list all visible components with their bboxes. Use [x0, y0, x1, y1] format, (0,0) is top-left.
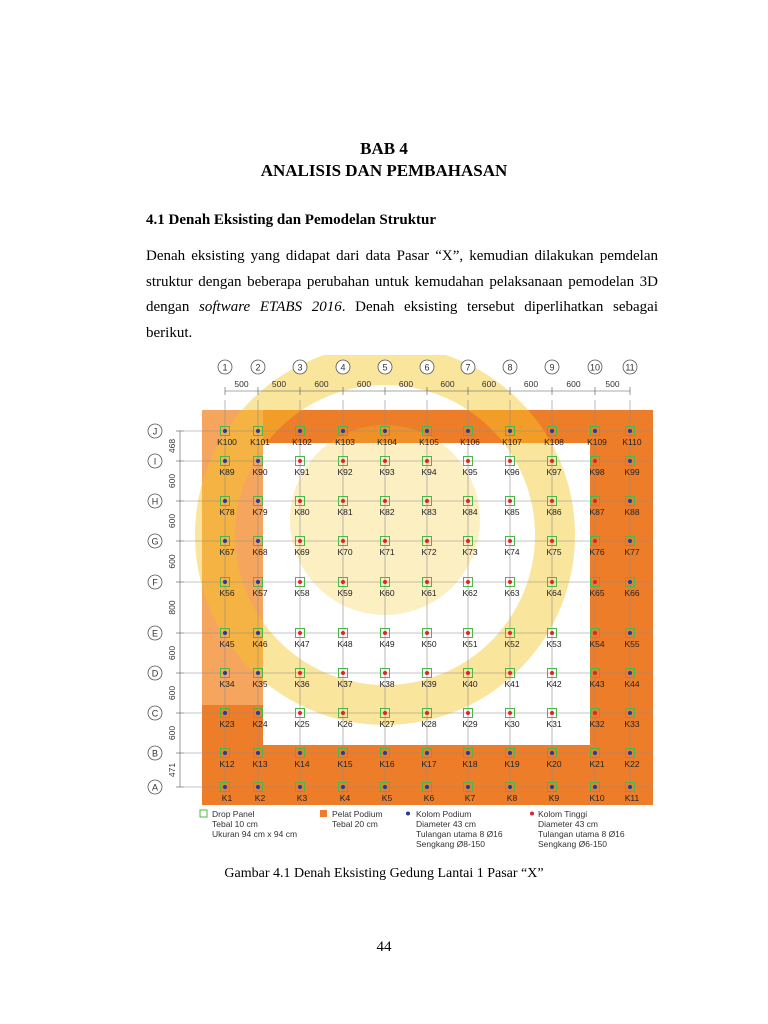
column-label: K20	[546, 759, 562, 769]
kolom-podium	[223, 580, 227, 584]
column-label: K62	[462, 588, 478, 598]
legend-kolom-tinggi-text: Sengkang Ø6-150	[538, 839, 607, 849]
chapter-heading	[0, 138, 768, 182]
kolom-podium	[628, 711, 632, 715]
column-label: K109	[587, 437, 607, 447]
column-label: K4	[339, 793, 351, 803]
column-label: K67	[219, 547, 235, 557]
kolom-tinggi	[425, 580, 429, 584]
column-label: K60	[379, 588, 395, 598]
legend-kolom-tinggi-text: Kolom Tinggi	[538, 809, 588, 819]
kolom-podium	[256, 459, 260, 463]
column-label: K45	[219, 639, 235, 649]
column-label: K54	[589, 639, 605, 649]
column-label: K94	[421, 467, 437, 477]
kolom-tinggi	[425, 459, 429, 463]
grid-label-row: G	[151, 536, 159, 547]
kolom-tinggi	[550, 499, 554, 503]
floor-plan-figure	[140, 355, 670, 865]
column-label: K63	[504, 588, 520, 598]
legend-pelat-podium-text: Tebal 20 cm	[332, 819, 378, 829]
kolom-podium	[223, 785, 227, 789]
kolom-podium	[223, 539, 227, 543]
kolom-podium	[256, 580, 260, 584]
dimension-label-top: 600	[440, 379, 455, 389]
column-label: K102	[292, 437, 312, 447]
kolom-podium	[550, 785, 554, 789]
kolom-podium	[341, 429, 345, 433]
kolom-tinggi	[508, 711, 512, 715]
dimension-label-left: 468	[167, 438, 177, 454]
kolom-podium	[628, 429, 632, 433]
kolom-podium	[256, 499, 260, 503]
column-label: K1	[221, 793, 233, 803]
kolom-tinggi	[341, 671, 345, 675]
column-label: K53	[546, 639, 562, 649]
dimension-label-left: 600	[167, 645, 177, 661]
legend-drop-panel-text: Ukuran 94 cm x 94 cm	[212, 829, 298, 839]
legend-kolom-podium-text: Sengkang Ø8-150	[416, 839, 485, 849]
dimension-label-top: 600	[566, 379, 581, 389]
kolom-tinggi	[550, 459, 554, 463]
kolom-tinggi	[550, 580, 554, 584]
dimension-label-left: 600	[167, 685, 177, 701]
kolom-tinggi	[341, 459, 345, 463]
kolom-podium	[298, 751, 302, 755]
dimension-label-top: 600	[314, 379, 329, 389]
column-label: K73	[462, 547, 478, 557]
legend-kolom-podium-text: Kolom Podium	[416, 809, 472, 819]
kolom-tinggi	[508, 671, 512, 675]
kolom-podium	[593, 751, 597, 755]
kolom-podium	[298, 785, 302, 789]
column-label: K8	[506, 793, 518, 803]
column-label: K91	[294, 467, 310, 477]
kolom-podium	[425, 429, 429, 433]
kolom-tinggi	[341, 711, 345, 715]
grid-label-row: H	[151, 496, 159, 507]
kolom-tinggi	[298, 631, 302, 635]
kolom-podium	[341, 785, 345, 789]
kolom-tinggi	[341, 631, 345, 635]
dimension-label-top: 600	[523, 379, 539, 389]
column-label: K3	[296, 793, 308, 803]
kolom-tinggi	[466, 580, 470, 584]
column-label: K68	[252, 547, 268, 557]
kolom-tinggi	[508, 459, 512, 463]
dimension-label-left: 800	[167, 600, 177, 615]
kolom-tinggi	[425, 671, 429, 675]
column-label: K10	[589, 793, 605, 803]
kolom-podium	[508, 429, 512, 433]
column-label: K28	[421, 719, 437, 729]
kolom-tinggi	[298, 459, 302, 463]
column-label: K43	[589, 679, 605, 689]
grid-label-col: 6	[424, 362, 430, 373]
column-label: K72	[421, 547, 437, 557]
grid-label-row: E	[151, 628, 159, 639]
column-label: K12	[219, 759, 235, 769]
column-label: K108	[544, 437, 564, 447]
legend-pelat-podium-swatch	[320, 810, 327, 817]
kolom-tinggi	[425, 499, 429, 503]
column-label: K75	[546, 547, 562, 557]
column-label: K14	[294, 759, 310, 769]
kolom-podium	[466, 429, 470, 433]
kolom-tinggi	[298, 580, 302, 584]
column-label: K57	[252, 588, 268, 598]
column-label: K71	[379, 547, 395, 557]
column-label: K44	[624, 679, 640, 689]
kolom-podium	[223, 459, 227, 463]
kolom-podium	[628, 499, 632, 503]
section-title: 4.1 Denah Eksisting dan Pemodelan Struktur	[146, 212, 437, 228]
column-label: K40	[462, 679, 478, 689]
legend-pelat-podium-text: Pelat Podium	[332, 809, 383, 819]
column-label: K101	[250, 437, 270, 447]
column-label: K65	[589, 588, 605, 598]
dimension-label-top: 500	[271, 379, 287, 389]
kolom-podium	[466, 751, 470, 755]
column-label: K64	[546, 588, 562, 598]
kolom-tinggi	[466, 631, 470, 635]
kolom-tinggi	[593, 539, 597, 543]
dimension-label-left: 600	[167, 554, 177, 569]
grid-label-col: 4	[340, 362, 346, 373]
column-label: K88	[624, 507, 640, 517]
kolom-tinggi	[466, 459, 470, 463]
kolom-tinggi	[508, 631, 512, 635]
column-label: K69	[294, 547, 310, 557]
body-paragraph	[146, 244, 658, 346]
kolom-tinggi	[550, 539, 554, 543]
column-label: K26	[337, 719, 353, 729]
legend-kolom-tinggi-text: Tulangan utama 8 Ø16	[538, 829, 625, 839]
column-label: K80	[294, 507, 310, 517]
paragraph-text-1: Denah eksisting yang didapat dari data Pasar “X”, kemudian dilakukan pemdelan struktur dengan beberapa perubahan untuk kemudahan pelaksanaan pemodelan 3D dengan	[146, 248, 658, 315]
column-label: K46	[252, 639, 268, 649]
column-label: K33	[624, 719, 640, 729]
grid-label-col: 7	[465, 362, 471, 373]
grid-label-col: 1	[222, 362, 228, 373]
column-label: K9	[548, 793, 560, 803]
column-label: K38	[379, 679, 395, 689]
dimension-label-left: 471	[167, 762, 177, 778]
kolom-podium	[628, 631, 632, 635]
kolom-podium	[256, 631, 260, 635]
kolom-tinggi	[550, 711, 554, 715]
kolom-podium	[550, 751, 554, 755]
column-label: K34	[219, 679, 235, 689]
dimension-label-left: 600	[167, 725, 177, 741]
column-label: K52	[504, 639, 520, 649]
kolom-tinggi	[425, 631, 429, 635]
kolom-tinggi	[425, 539, 429, 543]
kolom-tinggi	[508, 580, 512, 584]
kolom-podium	[383, 751, 387, 755]
column-label: K85	[504, 507, 520, 517]
dimension-label-top: 600	[398, 379, 414, 389]
column-label: K37	[337, 679, 353, 689]
kolom-podium	[508, 785, 512, 789]
kolom-tinggi	[383, 631, 387, 635]
column-label: K25	[294, 719, 310, 729]
grid-label-col: 5	[382, 362, 388, 373]
legend-drop-panel-swatch	[200, 810, 207, 817]
kolom-tinggi	[466, 539, 470, 543]
kolom-tinggi	[383, 499, 387, 503]
column-label: K103	[335, 437, 355, 447]
column-label: K104	[377, 437, 397, 447]
column-label: K51	[462, 639, 478, 649]
dimension-label-left: 600	[167, 513, 177, 529]
kolom-tinggi	[383, 539, 387, 543]
kolom-podium	[628, 539, 632, 543]
kolom-tinggi	[508, 499, 512, 503]
column-label: K42	[546, 679, 562, 689]
kolom-tinggi	[383, 711, 387, 715]
column-label: K84	[462, 507, 478, 517]
kolom-podium	[298, 429, 302, 433]
column-label: K24	[252, 719, 268, 729]
kolom-podium	[628, 751, 632, 755]
kolom-podium	[223, 751, 227, 755]
column-label: K18	[462, 759, 478, 769]
grid-label-row: F	[152, 577, 158, 588]
column-label: K86	[546, 507, 562, 517]
kolom-tinggi	[593, 580, 597, 584]
kolom-podium	[256, 711, 260, 715]
column-label: K74	[504, 547, 520, 557]
legend-kolom-podium-text: Diameter 43 cm	[416, 819, 476, 829]
kolom-tinggi	[298, 671, 302, 675]
kolom-podium	[223, 429, 227, 433]
column-label: K22	[624, 759, 640, 769]
dimension-label-top: 600	[481, 379, 497, 389]
figure-caption: Gambar 4.1 Denah Eksisting Gedung Lantai 1 Pasar “X”	[224, 866, 544, 881]
grid-label-row: A	[151, 782, 159, 793]
column-label: K6	[423, 793, 435, 803]
kolom-tinggi	[298, 711, 302, 715]
grid-label-row: C	[151, 708, 159, 719]
column-label: K27	[379, 719, 395, 729]
kolom-tinggi	[341, 539, 345, 543]
chapter-number: BAB 4	[360, 139, 408, 158]
kolom-tinggi	[466, 499, 470, 503]
column-label: K79	[252, 507, 268, 517]
paragraph-italic: software ETABS 2016	[199, 299, 342, 315]
column-label: K97	[546, 467, 562, 477]
column-label: K106	[460, 437, 480, 447]
column-label: K36	[294, 679, 310, 689]
kolom-tinggi	[550, 631, 554, 635]
column-label: K76	[589, 547, 605, 557]
kolom-tinggi	[593, 499, 597, 503]
chapter-title: ANALISIS DAN PEMBAHASAN	[260, 161, 508, 180]
kolom-tinggi	[383, 459, 387, 463]
legend-kolom-tinggi-text: Diameter 43 cm	[538, 819, 598, 829]
kolom-tinggi	[425, 711, 429, 715]
grid-label-col: 10	[589, 362, 601, 373]
kolom-podium	[508, 751, 512, 755]
kolom-podium	[256, 539, 260, 543]
column-label: K41	[504, 679, 520, 689]
column-label: K78	[219, 507, 235, 517]
kolom-podium	[223, 631, 227, 635]
grid-label-col: 11	[625, 362, 635, 373]
column-label: K82	[379, 507, 395, 517]
column-label: K5	[381, 793, 393, 803]
grid-label-row: B	[151, 748, 159, 759]
column-label: K66	[624, 588, 640, 598]
kolom-tinggi	[593, 711, 597, 715]
column-label: K105	[419, 437, 439, 447]
column-label: K100	[217, 437, 237, 447]
kolom-tinggi	[298, 499, 302, 503]
kolom-tinggi	[383, 671, 387, 675]
legend-kolom-podium-dot	[406, 812, 410, 816]
column-label: K29	[462, 719, 478, 729]
column-label: K39	[421, 679, 437, 689]
kolom-podium	[593, 785, 597, 789]
kolom-podium	[256, 751, 260, 755]
kolom-podium	[628, 671, 632, 675]
paragraph-text-2: . Denah eksisting tersebut diperlihatkan sebagai berikut.	[146, 299, 658, 341]
legend-kolom-podium-text: Tulangan utama 8 Ø16	[416, 829, 503, 839]
column-label: K61	[421, 588, 437, 598]
grid-label-row: J	[152, 426, 158, 437]
column-label: K110	[622, 437, 642, 447]
column-label: K59	[337, 588, 353, 598]
kolom-podium	[628, 580, 632, 584]
dimension-label-left: 600	[167, 473, 177, 489]
column-label: K77	[624, 547, 640, 557]
kolom-podium	[223, 499, 227, 503]
dimension-label-top: 500	[234, 379, 249, 389]
column-label: K7	[464, 793, 476, 803]
column-label: K83	[421, 507, 437, 517]
grid-label-col: 8	[507, 362, 513, 373]
kolom-podium	[341, 751, 345, 755]
kolom-tinggi	[593, 671, 597, 675]
grid-label-col: 3	[297, 362, 303, 373]
kolom-podium	[383, 785, 387, 789]
column-label: K32	[589, 719, 605, 729]
column-label: K50	[421, 639, 437, 649]
grid-label-row: I	[153, 456, 157, 467]
column-label: K95	[462, 467, 478, 477]
kolom-tinggi	[466, 711, 470, 715]
kolom-podium	[256, 785, 260, 789]
column-label: K2	[254, 793, 266, 803]
column-label: K48	[337, 639, 353, 649]
grid-label-row: D	[151, 668, 159, 679]
column-label: K35	[252, 679, 268, 689]
column-label: K11	[624, 793, 640, 803]
kolom-tinggi	[341, 499, 345, 503]
kolom-podium	[466, 785, 470, 789]
legend-kolom-tinggi-dot	[530, 812, 534, 816]
column-label: K70	[337, 547, 353, 557]
column-label: K98	[589, 467, 605, 477]
dimension-label-top: 500	[605, 379, 620, 389]
kolom-tinggi	[341, 580, 345, 584]
column-label: K92	[337, 467, 353, 477]
column-label: K17	[421, 759, 437, 769]
kolom-tinggi	[593, 631, 597, 635]
kolom-podium	[383, 429, 387, 433]
column-label: K15	[337, 759, 353, 769]
kolom-podium	[593, 429, 597, 433]
kolom-podium	[425, 785, 429, 789]
column-label: K16	[379, 759, 395, 769]
kolom-podium	[256, 429, 260, 433]
page-number: 44	[376, 939, 392, 955]
dimension-label-top: 600	[356, 379, 372, 389]
grid-label-col: 9	[549, 362, 555, 373]
kolom-tinggi	[593, 459, 597, 463]
kolom-podium	[628, 459, 632, 463]
column-label: K49	[379, 639, 395, 649]
column-label: K87	[589, 507, 605, 517]
column-label: K96	[504, 467, 520, 477]
kolom-podium	[628, 785, 632, 789]
grid-label-col: 2	[255, 362, 261, 373]
kolom-podium	[223, 671, 227, 675]
legend-drop-panel-text: Tebal 10 cm	[212, 819, 258, 829]
kolom-podium	[256, 671, 260, 675]
column-label: K56	[219, 588, 235, 598]
kolom-tinggi	[298, 539, 302, 543]
kolom-tinggi	[508, 539, 512, 543]
column-label: K47	[294, 639, 310, 649]
column-label: K99	[624, 467, 640, 477]
column-label: K89	[219, 467, 235, 477]
kolom-podium	[550, 429, 554, 433]
legend-drop-panel-text: Drop Panel	[212, 809, 255, 819]
kolom-podium	[425, 751, 429, 755]
column-label: K93	[379, 467, 395, 477]
column-label: K55	[624, 639, 640, 649]
column-label: K107	[502, 437, 522, 447]
kolom-podium	[223, 711, 227, 715]
column-label: K30	[504, 719, 520, 729]
kolom-tinggi	[383, 580, 387, 584]
column-label: K13	[252, 759, 268, 769]
column-label: K21	[589, 759, 605, 769]
kolom-tinggi	[550, 671, 554, 675]
column-label: K58	[294, 588, 310, 598]
column-label: K31	[546, 719, 562, 729]
kolom-tinggi	[466, 671, 470, 675]
column-label: K90	[252, 467, 268, 477]
column-label: K81	[337, 507, 353, 517]
column-label: K23	[219, 719, 235, 729]
column-label: K19	[504, 759, 520, 769]
